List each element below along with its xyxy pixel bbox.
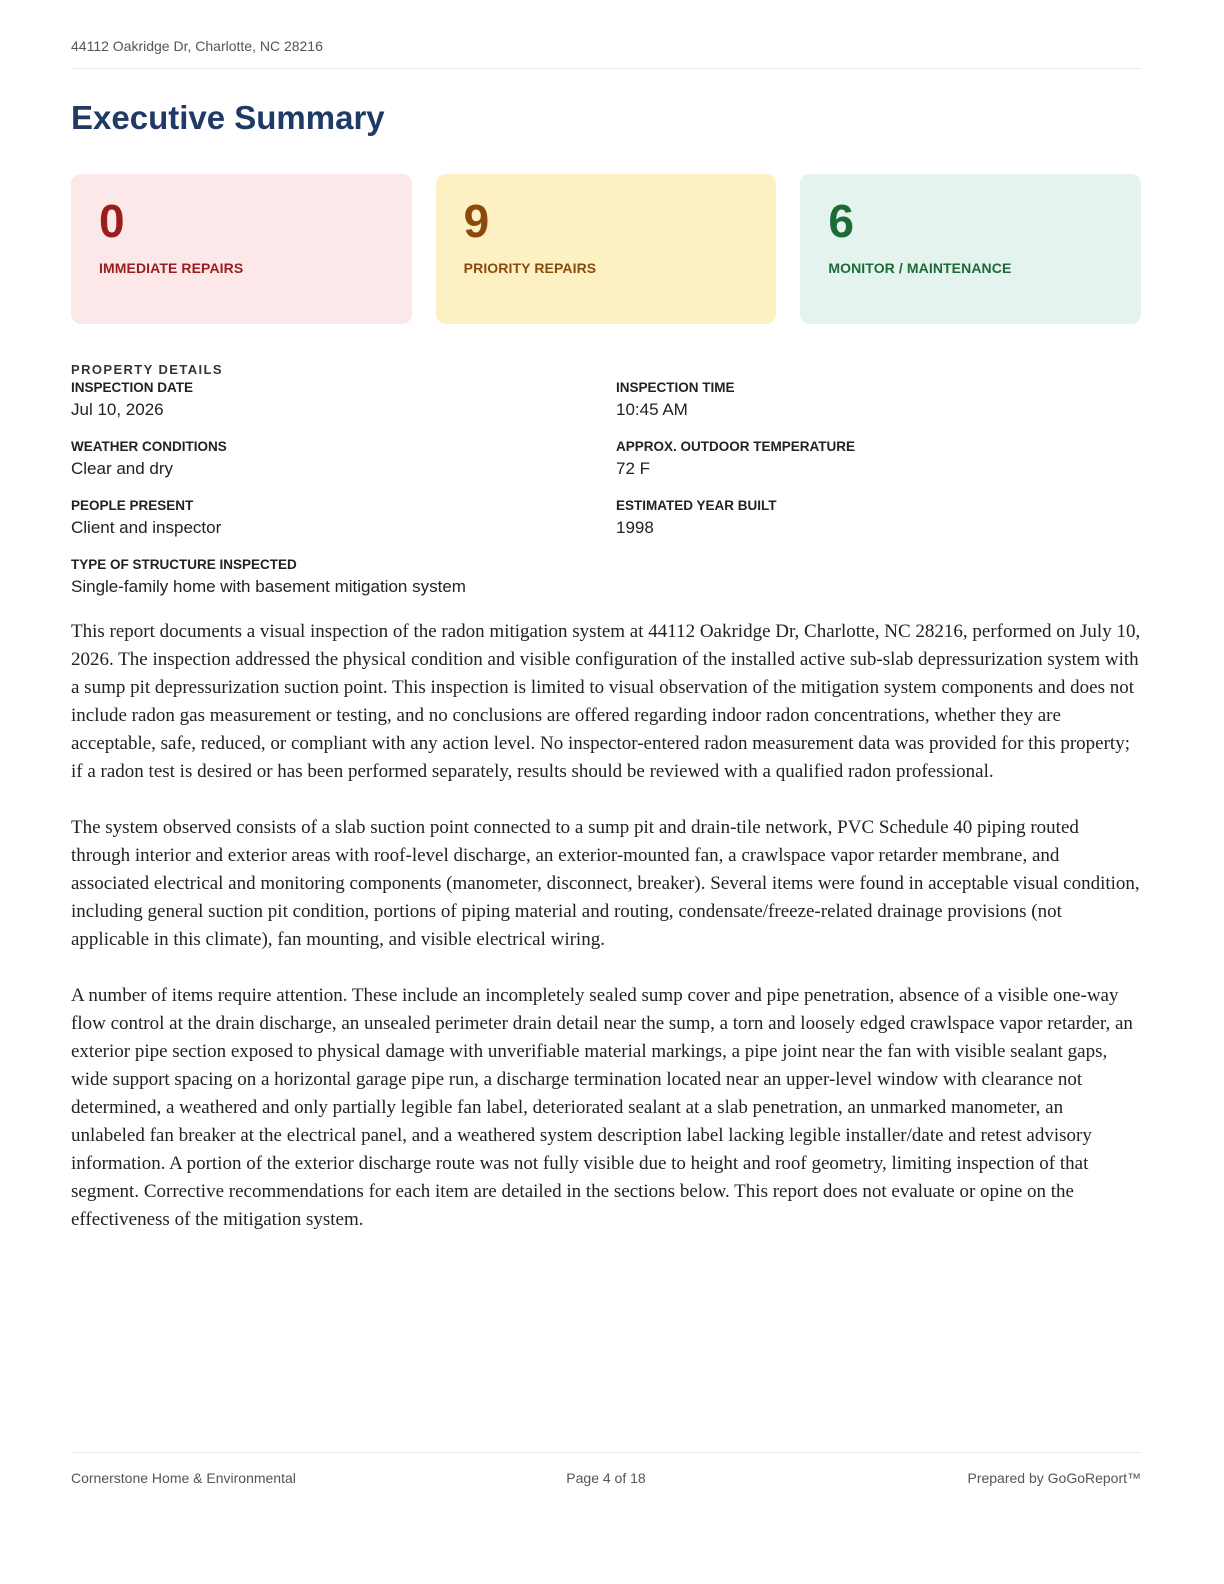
narrative-paragraph: This report documents a visual inspection of the radon mitigation system at 44112 Oakridge Dr, Charlotte, NC 28216, performed on July 10, 2026. The inspection addressed the physical condition and visible configuration of the installed active sub-slab depressurization system with a sump pit depressurization suction point. This inspection is limited to visual observation of the mitigation system components and does not include radon gas measurement or testing, and no conclusions are offered regarding indoor radon concentrations, whether they are acceptable, safe, reduced, or compliant with any action level. No inspector-entered radon measurement data was provided for this property; if a radon test is desired or has been performed separately, results should be reviewed with a qualified radon professional. — [71, 621, 1141, 782]
detail-label: WEATHER CONDITIONS — [71, 439, 227, 454]
monitor-maintenance-card — [800, 174, 1141, 324]
report-page — [71, 0, 1141, 1262]
property-details-heading: PROPERTY DETAILS — [71, 362, 223, 377]
detail-value: 1998 — [616, 518, 654, 537]
immediate-repairs-card — [71, 174, 412, 324]
detail-value: Single-family home with basement mitigation system — [71, 577, 466, 596]
detail-value: Clear and dry — [71, 459, 174, 478]
detail-label: APPROX. OUTDOOR TEMPERATURE — [616, 439, 856, 454]
footer-company: Cornerstone Home & Environmental — [71, 1470, 296, 1486]
priority-repairs-label: PRIORITY REPAIRS — [463, 260, 597, 276]
immediate-repairs-count: 0 — [99, 195, 125, 247]
summary-narrative — [71, 618, 1141, 1234]
detail-value: Client and inspector — [71, 518, 222, 537]
detail-label: TYPE OF STRUCTURE INSPECTED — [71, 557, 297, 572]
property-details-grid — [71, 380, 1141, 598]
detail-label: PEOPLE PRESENT — [71, 498, 194, 513]
detail-label: INSPECTION TIME — [616, 380, 735, 395]
page-footer — [71, 1452, 1141, 1486]
monitor-maintenance-count: 6 — [828, 195, 854, 247]
detail-people-present — [71, 498, 616, 539]
detail-label: ESTIMATED YEAR BUILT — [616, 498, 777, 513]
narrative-paragraph: The system observed consists of a slab suction point connected to a sump pit and drain-tile network, PVC Schedule 40 piping routed through interior and exterior areas with roof-level discharge, an exterior-mounted fan, a crawlspace vapor retarder membrane, and associated electrical and monitoring components (manometer, disconnect, breaker). Several items were found in acceptable visual condition, including general suction pit condition, portions of piping material and routing, condensate/freeze-related drainage provisions (not applicable in this climate), fan mounting, and visible electrical wiring. — [71, 817, 1140, 950]
footer-page-number: Page 4 of 18 — [566, 1470, 646, 1486]
detail-label: INSPECTION DATE — [71, 380, 194, 395]
detail-structure-type — [71, 557, 616, 598]
footer-prepared-by: Prepared by GoGoReport™ — [967, 1470, 1142, 1486]
header-address: 44112 Oakridge Dr, Charlotte, NC 28216 — [71, 38, 323, 54]
detail-inspection-time — [616, 380, 1141, 421]
summary-cards — [71, 174, 1141, 324]
detail-value: 72 F — [616, 459, 651, 478]
narrative-paragraph: A number of items require attention. These include an incompletely sealed sump cover and pipe penetration, absence of a visible one-way flow control at the drain discharge, an unsealed perimeter drain detail near the sump, a torn and loosely edged crawlspace vapor retarder, an exterior pipe section exposed to physical damage with unverifiable material markings, a pipe joint near the fan with visible sealant gaps, wide support spacing on a horizontal garage pipe run, a discharge termination located near an upper-level window with clearance not determined, a weathered and only partially legible fan label, deteriorated sealant at a slab penetration, an unmarked manometer, an unlabeled fan breaker at the electrical panel, and a weathered system description label lacking legible installer/date and retest advisory information. A portion of the exterior discharge route was not fully visible due to height and roof geometry, limiting inspection of that segment. Corrective recommendations for each item are detailed in the sections below. This report does not evaluate or opine on the effectiveness of the mitigation system. — [71, 985, 1133, 1230]
detail-outdoor-temperature — [616, 439, 1141, 480]
page-header — [71, 38, 1141, 69]
detail-value: Jul 10, 2026 — [71, 400, 164, 419]
monitor-maintenance-label: MONITOR / MAINTENANCE — [828, 260, 1012, 276]
immediate-repairs-label: IMMEDIATE REPAIRS — [99, 260, 244, 276]
priority-repairs-card — [436, 174, 777, 324]
priority-repairs-count: 9 — [463, 195, 490, 247]
detail-value: 10:45 AM — [616, 400, 688, 419]
detail-weather-conditions — [71, 439, 616, 480]
detail-inspection-date — [71, 380, 616, 421]
detail-year-built — [616, 498, 1141, 539]
page-title: Executive Summary — [71, 99, 385, 136]
